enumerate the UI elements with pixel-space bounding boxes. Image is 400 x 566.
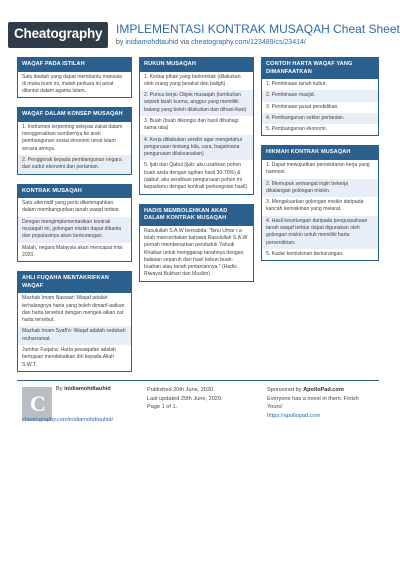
section-title: AHLI FUQAHA MENTAKRIFKAN WAQAF <box>18 272 131 293</box>
section-row: Mazhab Imam Syafi'e: Waqaf adalah sedekah muharramat. <box>18 326 131 345</box>
section-row: Jumhur Fuqaha: Harta pewaqafan adalah bertujuan mendekatkan diri kepada Allah S.W.T. <box>22 347 117 368</box>
page-number: Page 1 of 1. <box>147 404 178 410</box>
section-row: Satu alternatif yang perlu diketengahkan dalam membangunkan tanah waqaf terbiar. <box>22 200 120 214</box>
section-row: 2. Pembinaan masjid. <box>262 90 378 101</box>
section-row: 1. Instrumen terpenting selepas zakat dalam menggerakkan sumbernya ke arah pembangunan sosial ekonomi umat islam secara amnya. <box>22 123 123 152</box>
column-2 <box>139 57 254 291</box>
avatar[interactable] <box>22 387 52 421</box>
updated-date: Last updated 20th June, 2020. <box>147 395 223 402</box>
section-title: HADIS MEMBOLEHKAN AKAD DALAM KONTRAK MUSAQAH <box>140 205 253 226</box>
section-hikmah-kontrak-musaqah <box>261 145 379 261</box>
section-row: Malah, negara Malaysia akan mencapai misi 2020. <box>22 244 123 258</box>
section-row: Satu ibadah yang dapat membantu manusia di muka bumi ini, malah perkara ini amat dituntut dalam agama Islam. <box>22 73 122 95</box>
section-row: 3. Pembinaan pusat pendidikan. <box>266 103 339 110</box>
section-row: 1. Kedua pihak yang berkontrak (dilakukan oleh orang yang berakal dan baligh) <box>144 73 241 87</box>
section-row: 2. Punca kerja: Objek musaqah (tumbuhan seperti buah kurma, anggur yang memiliki batang yang boleh dilakukan dan dihasi-lkan) <box>140 90 253 116</box>
section-row: 3. Mengeluarkan golongan miskin daripada kancah kemiskinan yang melarat. <box>266 199 364 213</box>
publication-info <box>147 386 223 412</box>
section-row: 5. Pembangunan ekonomi. <box>266 126 327 133</box>
page-header <box>0 0 400 58</box>
footer-divider <box>17 380 379 381</box>
sponsored-by: Sponsored by <box>267 387 302 393</box>
section-row: 1. Pembinaan tanah kubur. <box>266 81 327 87</box>
section-ahli-fuqaha <box>17 271 132 372</box>
sponsor-tagline-2: Yours! <box>267 404 283 410</box>
section-row: 1. Dapat mewujudkan persekitaran kerja yang harmoni. <box>266 161 370 176</box>
section-row: 4. Kerja ditlakukan sendiri agar mengetahui pengurusan tentang bila, cara, bagaimana pengurusan dilaksanakan) <box>140 135 253 161</box>
section-row: Mazhab Imam Nawawi: Waqaf adalah terhalangnya harta yang boleh dimanf-aatkan dari harta tersebut dengan mengek-alkan zat harta tersebut. <box>22 295 125 324</box>
sponsor-name[interactable]: ApolloPad.com <box>303 387 344 393</box>
sponsor-tagline-1: Everyone has a novel in them. Finish <box>267 395 359 402</box>
section-row: Dengan mengimplementasikan kontrak musaqah ini, golongan miskin dapat dibantu dan populasinya akan berkurangan. <box>18 217 131 243</box>
section-row: 2. Penggerak kepada pembangunan negara dari sudut ekonomi dan pertanian. <box>18 155 131 174</box>
author-link[interactable]: inidiamohdtauhid <box>125 39 179 46</box>
footer-author-name[interactable]: inidiamohdtauhid <box>64 386 111 392</box>
section-title: WAQAF DALAM KONSEP MUSAQAH <box>18 108 131 122</box>
published-date: Published 20th June, 2020. <box>147 387 215 393</box>
logo-text: Cheatography <box>14 26 103 41</box>
byline-via: via <box>180 39 190 46</box>
column-1 <box>17 57 132 381</box>
section-row: Rasulullah S.A.W bersabda: "Ibnu Umar r.a telah menceritakan bahawa Rasulullah S.A.W pernah membenarkan penduduk Yahudi Khaibar untuk menggarap tanahnya dengan balasan separuh dari hasil kebun buah-buahan atau tanah pertaniannya." (Hadis Riwayat Bukhari dan Muslim) <box>144 227 248 278</box>
footer-by: By <box>56 386 63 392</box>
byline-by: by <box>116 39 124 46</box>
section-contoh-harta-waqaf <box>261 57 379 136</box>
section-row: 2. Memupuk semangat ingin bekerja dikalangan golongan miskin. <box>262 179 378 198</box>
sponsor-info <box>267 386 385 420</box>
section-title: HIKMAH KONTRAK MUSAQAH <box>262 146 378 160</box>
section-waqaf-dalam-konsep-musaqah <box>17 107 132 174</box>
footer-author <box>56 386 111 392</box>
byline <box>116 39 306 46</box>
section-hadis <box>139 204 254 282</box>
section-title: WAQAF PADA ISTILAH <box>18 58 131 72</box>
section-row: 4. Pembangunan sektor pertanian. <box>262 113 378 124</box>
sponsor-url-link[interactable]: https://apollopad.com <box>267 412 321 419</box>
section-kontrak-musaqah <box>17 184 132 263</box>
section-row: 3. Buah (buah dikongsi dan hasil dibahagi sama rata) <box>144 117 239 132</box>
section-rukun-musaqah <box>139 57 254 195</box>
section-title: KONTRAK MUSAQAH <box>18 185 131 199</box>
avatar-letter: C <box>30 391 46 416</box>
section-row: 5. Ijab dan Qabul (ijab: aku usahkan pohon buah anda dengan agihan hasil 30-70%) & (qabul: aku serahkan pengurusan pohon ini kepadamu dengan kontrak perkongsian hasil) <box>144 162 248 191</box>
column-3 <box>261 57 379 270</box>
page-title: IMPLEMENTASI KONTRAK MUSAQAH Cheat Sheet <box>116 22 400 36</box>
section-title: RUKUN MUSAQAH <box>140 58 253 72</box>
sheet-url-link[interactable]: cheatography.com/123489/cs/23414/ <box>191 39 306 46</box>
section-title: CONTOH HARTA WAQAF YANG DIMANFAATKAN <box>262 58 378 79</box>
footer-author-url[interactable]: cheatography.com/inidiamohdtauhid/ <box>22 417 114 423</box>
section-row: 4. Hasil keuntungan daripada penguasahaan tanah waqaf terbiar dapat digunakan oleh golongan miskin untuk memiliki harta persendirian. <box>262 216 378 249</box>
section-waqaf-pada-istilah <box>17 57 132 98</box>
sponsor-line <box>267 386 385 395</box>
section-row: 5. Kadar kemiskinan berkurangan. <box>266 250 344 257</box>
cheatography-logo[interactable] <box>8 22 108 48</box>
